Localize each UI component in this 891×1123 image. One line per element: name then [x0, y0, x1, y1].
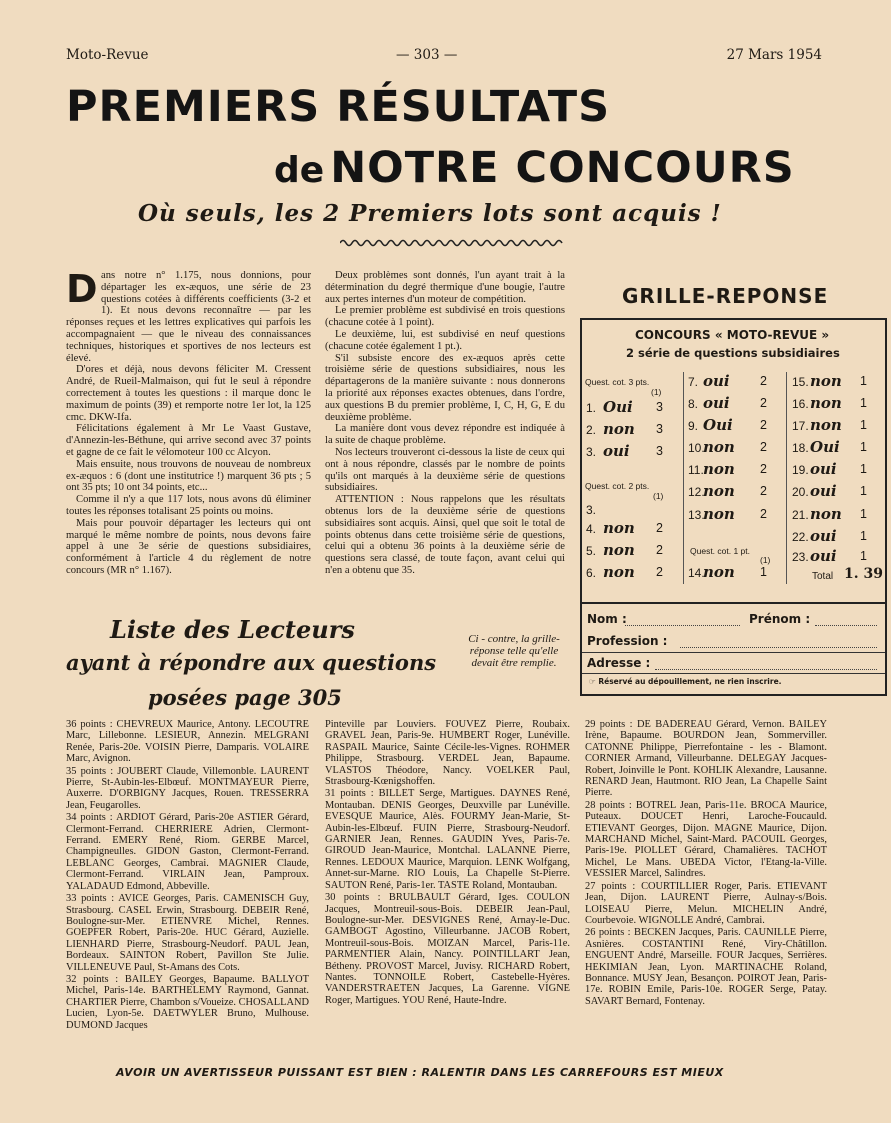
grid-handwritten-answer: non	[603, 541, 635, 559]
article-paragraph: Comme il n'y a que 117 lots, nous avons dû éliminer toutes les réponses totalisant 25 points ou moins.	[66, 494, 311, 517]
list-item: 35 points : JOUBERT Claude, Villemonble. LAURENT Pierre, St-Aubin-les-Elbœuf. MONTMAYEUR Pierre, Auxerre. D'ORBIGNY Jacques, Rouen. TRESSERRA Jean, Feugarolles.	[66, 765, 309, 811]
grid-handwritten-answer: non	[603, 519, 635, 537]
grid-label-2pts: Quest. cot. 2 pts.	[585, 481, 650, 491]
grid-total-label: Total	[812, 571, 834, 582]
grid-handwritten-answer: Oui	[810, 438, 840, 456]
grid-points: 1	[860, 549, 867, 563]
grid-divider	[786, 372, 787, 584]
grid-question-number: 12.	[688, 485, 705, 499]
grille-series-name: 2 série de questions subsidiaires	[626, 346, 840, 360]
grid-handwritten-answer: non	[810, 505, 842, 523]
grid-question-number: 11.	[688, 463, 704, 477]
reserved-note: ☞ Réservé au dépouillement, ne rien inscrire.	[589, 677, 782, 686]
grid-points: 1	[860, 396, 867, 410]
headline-de: de	[274, 150, 325, 191]
grid-question-number: 4.	[586, 522, 597, 536]
grille-contest-name: CONCOURS « MOTO-REVUE »	[635, 328, 830, 342]
readers-list-column-2	[325, 719, 570, 1007]
grid-points: 2	[760, 440, 767, 454]
grid-handwritten-answer: non	[810, 394, 842, 412]
list-item: 30 points : BRULBAULT Gérard, Iges. COULON Jacques, Montreuil-sous-Bois. DEBEIR Jean-Paul, Boulogne-sur-Mer. DESVIGNES René, Arnay-le-Duc. GAMBOGT Agostino, Villeurbanne. JACOB Robert, Montreuil-sous-Bois. MOIZAN Marcel, Paris-11e. PARMENTIER Alain, Nancy. POINTILLART Jean, Bétheny. PROVOST Marcel, Juvisy. RICHARD Robert, Nantes. TONNOILE Robert, Castebelle-Hyères. VANDERSTRAETEN Jacques, La Garenne. VIGNE Roger, Martigues. YOU René, Haute-Indre.	[325, 892, 570, 1006]
grid-question-number: 8.	[688, 397, 699, 411]
grid-question-number: 23.	[792, 550, 809, 564]
grid-handwritten-answer: non	[703, 563, 735, 581]
list-heading-line-1: Liste des Lecteurs	[110, 615, 355, 644]
list-item: 29 points : DE BADEREAU Gérard, Vernon. BAILEY Irène, Bapaume. BOURDON Jean, Sommerviller. CATONNE Philippe, Pierrefontaine - les - Blamont. CORNIER Armand, Villeurbanne. DELEGAY Jacques-Robert, Joinville le Pont. KOHLIK Alexandre, Lausanne. RENARD Jean, Hautmont. RIO Jean, La Chapelle Saint Pierre.	[585, 719, 827, 799]
grid-points: 3	[656, 422, 663, 436]
form-label-profession: Profession :	[587, 634, 668, 648]
grid-question-number: 2.	[586, 423, 597, 437]
grid-handwritten-answer: oui	[703, 372, 730, 390]
grid-label-1pt: Quest. cot. 1 pt.	[690, 546, 751, 556]
grid-question-number: 14.	[688, 566, 705, 580]
grid-label-note: (1)	[651, 387, 662, 397]
grid-divider	[683, 372, 684, 584]
article-paragraph: Mais pour pouvoir départager les lecteurs qui ont marqué le même nombre de points, nous devons faire appel à une 3e série de questions subsidiaires, conformément à l'article 4 du règlement de notre concours (MR n° 1.167).	[66, 517, 311, 576]
grid-question-number: 5.	[586, 544, 597, 558]
form-field-profession	[680, 646, 877, 648]
article-paragraph: Nos lecteurs trouveront ci-dessous la liste de ceux qui ont à nous répondre, classés par le nombre de points qu'ils ont marqués à la deuxième série de questions subsidiaires.	[325, 446, 565, 494]
grid-question-number: 1.	[586, 401, 597, 415]
grid-question-number: 9.	[688, 419, 699, 433]
grid-points: 1	[860, 374, 867, 388]
grid-handwritten-answer: non	[810, 372, 842, 390]
readers-list-column-3	[585, 719, 827, 1008]
grid-question-number: 19.	[792, 463, 809, 477]
grid-points: 2	[760, 374, 767, 388]
article-column-2	[325, 270, 565, 600]
form-divider	[582, 652, 885, 653]
grid-handwritten-answer: oui	[810, 527, 837, 545]
magazine-name: Moto-Revue	[66, 47, 149, 63]
grid-caption: Ci - contre, la grille-réponse telle qu'elle devait être remplie.	[468, 633, 560, 669]
grid-question-number: 15.	[792, 375, 809, 389]
grid-handwritten-answer: oui	[703, 394, 730, 412]
article-paragraph: Félicitations également à Mr Le Vaast Gustave, d'Annezin-les-Béthune, qui arrive second avec 37 points et gagne de ce fait le vélomoteur 100 cc Alcyon.	[66, 423, 311, 458]
article-paragraph: ans notre n° 1.175, nous donnions, pour départager les ex-æquos, une série de 23 questions cotées à différents coefficients (3-2 et 1). Et nous devons reconnaître — par les réponses reçues et les lettres explicatives qui parfois les accompagnaient — que le niveau des connaissances techniques, historiques et sportives de nos lecteurs est élevé.	[66, 270, 311, 364]
grid-handwritten-answer: oui	[603, 442, 630, 460]
grid-points: 2	[656, 521, 663, 535]
grid-points: 3	[656, 400, 663, 414]
list-item: 27 points : COURTILLIER Roger, Paris. ETIEVANT Jean, Dijon. LAURENT Pierre, Aulnay-s/Bois. LOISEAU Pierre, Melun. MICHELIN André, Courbevoie. WIGNOLLE André, Cambrai.	[585, 880, 827, 926]
grid-points: 2	[760, 396, 767, 410]
grid-question-number: 20.	[792, 485, 809, 499]
page-number: — 303 —	[396, 47, 458, 63]
readers-list-column-1	[66, 719, 309, 1032]
grid-points: 2	[656, 565, 663, 579]
headline-line-1: PREMIERS RÉSULTATS	[66, 82, 611, 132]
grid-points: 2	[656, 543, 663, 557]
grid-label-3pts: Quest. cot. 3 pts.	[585, 377, 650, 387]
grid-question-number: 21.	[792, 508, 809, 522]
article-paragraph: ATTENTION : Nous rappelons que les résultats obtenus lors de la deuxième série de questions subsidiaires sont acquis. Ainsi, quel que soit le total de points obtenus dans cette troisième série de questions, celui qui a obtenu 36 points à la deuxième série de questions sera classé, de toute façon, avant celui qui n'en a obtenu que 35.	[325, 494, 565, 576]
grid-points: 2	[760, 484, 767, 498]
list-item: 26 points : BECKEN Jacques, Paris. CAUNILLE Pierre, Asnières. COSTANTINI René, Viry-Châtillon. ENGUENT André, Marseille. FOUR Jacques, Serrières. HEKIMIAN Jean, Lyon. MARTINACHE Roland, Bonnance. MUSY Jean, Besançon. POIROT Jean, Paris-17e. ROBIN Emile, Paris-10e. ROGER Serge, Patay. SAVART Bernard, Fontenay.	[585, 927, 827, 1007]
article-paragraph: Mais ensuite, nous trouvons de nouveau de nombreux ex-æquos : 6 (dont une institutrice !) marquent 36 pts ; 5 ont 35 pts; 10 ont 34 points, etc...	[66, 458, 311, 494]
grid-label-note: (1)	[760, 555, 771, 565]
list-item: 36 points : CHEVREUX Maurice, Antony. LECOUTRE Marc, Lillebonne. LESIEUR, Annezin. MELGRANI Renée, Paris-20e. VOISIN Pierre, Damparis. VOLAIRE Marc, Avignon.	[66, 719, 309, 765]
headline-line-2	[274, 143, 795, 193]
article-paragraph: S'il subsiste encore des ex-æquos après cette troisième série de questions subsidiaires, nous les départagerons de la manière suivante : nous donnerons la priorité aux réponses exactes obtenues, dans l'ordre, aux questions B du premier problème, I, C, H, G, E du deuxième problème.	[325, 352, 565, 423]
headline-main: NOTRE CONCOURS	[330, 143, 795, 193]
form-divider	[582, 673, 885, 674]
grid-handwritten-answer: non	[603, 420, 635, 438]
subtitle: Où seuls, les 2 Premiers lots sont acquis !	[138, 200, 722, 227]
grid-question-number: 3.	[586, 503, 597, 517]
list-item: Pinteville par Louviers. FOUVEZ Pierre, Roubaix. GRAVEL Jean, Paris-9e. HUMBERT Roger, Lunéville. RASPAIL Maurice, Sainte Cécile-les-Vignes. ROHMER Philippe, Strasbourg. VERDEL Jean, Bapaume. VLASTOS Théodore, Nancy. VOELKER Paul, Strasbourg-Kœnigshoffen.	[325, 719, 570, 788]
grid-question-number: 17.	[792, 419, 809, 433]
article-paragraph: D'ores et déjà, nous devons féliciter M. Cressent André, de Rueil-Malmaison, qui fut le seul à répondre correctement à toutes les questions : il marque donc le maximum de points (39) et remporte notre 1er lot, la 125 cmc. DKW-Ifa.	[66, 364, 311, 423]
list-item: 33 points : AVICE Georges, Paris. CAMENISCH Guy, Strasbourg. CASEL Erwin, Strasbourg. DEBEIR René, Boulogne-sur-Mer. ETIENVRE Michel, Rennes. GOEPFER Robert, Paris-20e. HUC Gérard, Auzielle. LIENHARD Pierre, Strasbourg-Neudorf. PAUL Jean, Bordeaux. SAINTON Robert, Pavillon Ste Julie. VILLENEUVE Paul, St-Amans des Cots.	[66, 893, 309, 973]
grid-label-note: (1)	[653, 491, 664, 501]
grid-points: 1	[860, 440, 867, 454]
grid-handwritten-answer: non	[703, 460, 735, 478]
grid-handwritten-answer: oui	[810, 547, 837, 565]
grid-question-number: 10.	[688, 441, 705, 455]
list-heading-line-2: ayant à répondre aux questions	[66, 650, 437, 675]
form-field-nom	[625, 624, 740, 626]
grid-handwritten-answer: Oui	[603, 398, 633, 416]
grid-handwritten-answer: non	[703, 482, 735, 500]
page-header	[66, 47, 822, 67]
drop-cap: D	[66, 267, 98, 311]
article-paragraph: Le premier problème est subdivisé en trois questions (chacune cotée à 1 point).	[325, 305, 565, 329]
article-column-1	[66, 267, 311, 600]
issue-date: 27 Mars 1954	[726, 47, 822, 63]
list-item: 31 points : BILLET Serge, Martigues. DAYNES René, Montauban. DENIS Georges, Deuxville par Lunéville. EVESQUE Maurice, Alès. FOURMY Jean-Marie, St-Aubin-les-Elbœuf. FUIN Pierre, Strasbourg-Neudorf. GARNIER Jean, Rennes. GAUDIN Yves, Paris-7e. GIROUD Jean-Maurice, Montchal. LALANNE Pierre, Rennes. LEDOUX Maurice, Marquion. LENK Wolfgang, Annet-sur-Marne. RIO Louis, La Chapelle St-Pierre. SAUTON René, Paris-1er. TASTE Roland, Montauban.	[325, 788, 570, 891]
grid-handwritten-answer: non	[703, 438, 735, 456]
list-item: 32 points : BAILEY Georges, Bapaume. BALLYOT Michel, Paris-14e. BARTHELEMY Raymond, Gannat. CHARTIER Pierre, Chambon s/Voueize. CHOSALLAND Lucien, Lyon-5e. DAETWYLER Bruno, Mulhouse. DUMOND Jacques	[66, 973, 309, 1031]
form-label-prenom: Prénom :	[749, 612, 811, 626]
form-label-nom: Nom :	[587, 612, 627, 626]
grid-handwritten-answer: Oui	[703, 416, 733, 434]
grid-handwritten-answer: oui	[810, 482, 837, 500]
grid-question-number: 16.	[792, 397, 809, 411]
grid-points: 2	[760, 462, 767, 476]
footer-slogan: AVOIR UN AVERTISSEUR PUISSANT EST BIEN : RALENTIR DANS LES CARREFOURS EST MIEUX	[116, 1066, 724, 1079]
grid-handwritten-answer: non	[810, 416, 842, 434]
grille-title: GRILLE-REPONSE	[622, 284, 829, 308]
article-paragraph: Le deuxième, lui, est subdivisé en neuf questions (chacune cotée également 1 pt.).	[325, 328, 565, 352]
list-item: 34 points : ARDIOT Gérard, Paris-20e ASTIER Gérard, Clermont-Ferrand. CHERRIERE Adrien, Clermont-Ferrand. EMERY René, Riom. GERBE Marcel, Champigneulles. GIDON Gaston, Clermont-Ferrand. LEBLANC Georges, Cambrai. MAGNIER Claude, Clermont-Ferrand. VIRLAIN Jean, Pamproux. YALADAUD Edmond, Abbeville.	[66, 812, 309, 892]
grid-question-number: 18.	[792, 441, 809, 455]
grid-question-number: 13.	[688, 508, 705, 522]
grid-question-number: 22.	[792, 530, 809, 544]
list-heading-line-3: posées page 305	[148, 685, 342, 710]
decorative-wavy-rule	[340, 238, 565, 248]
grid-points: 2	[760, 507, 767, 521]
grid-total-value: 1. 39	[844, 566, 883, 582]
grid-points: 1	[860, 462, 867, 476]
form-label-adresse: Adresse :	[587, 656, 651, 670]
article-paragraph: La manière dont vous devez répondre est indiquée à la suite de chaque problème.	[325, 423, 565, 447]
grid-points: 1	[860, 484, 867, 498]
grid-handwritten-answer: non	[603, 563, 635, 581]
form-divider	[580, 602, 885, 604]
grid-handwritten-answer: oui	[810, 460, 837, 478]
grid-points: 1	[860, 529, 867, 543]
grid-question-number: 6.	[586, 566, 597, 580]
form-field-prenom	[815, 624, 877, 626]
form-field-adresse	[655, 668, 877, 670]
grid-question-number: 7.	[688, 375, 699, 389]
grid-points: 3	[656, 444, 663, 458]
grid-points: 2	[760, 418, 767, 432]
grid-points: 1	[760, 565, 767, 579]
grid-points: 1	[860, 418, 867, 432]
grid-points: 1	[860, 507, 867, 521]
grid-question-number: 3.	[586, 445, 597, 459]
grid-handwritten-answer: non	[703, 505, 735, 523]
list-item: 28 points : BOTREL Jean, Paris-11e. BROCA Maurice, Puteaux. DOUCET Henri, Laroche-Foucauld. ETIEVANT Georges, Dijon. MAGNE Maurice, Dijon. MARCHAND Michel, Saint-Mard. PACOUIL Georges, Paris-19e. PIOLLET Gérard, Chamalières. TACHOT Michel, Le Mans. UBEDA Victor, l'Etang-la-Ville. VESSIER Marcel, Salindres.	[585, 799, 827, 880]
article-paragraph: Deux problèmes sont donnés, l'un ayant trait à la détermination du degré thermique d'une bougie, l'autre aux pertes internes d'un moteur de compétition.	[325, 270, 565, 305]
